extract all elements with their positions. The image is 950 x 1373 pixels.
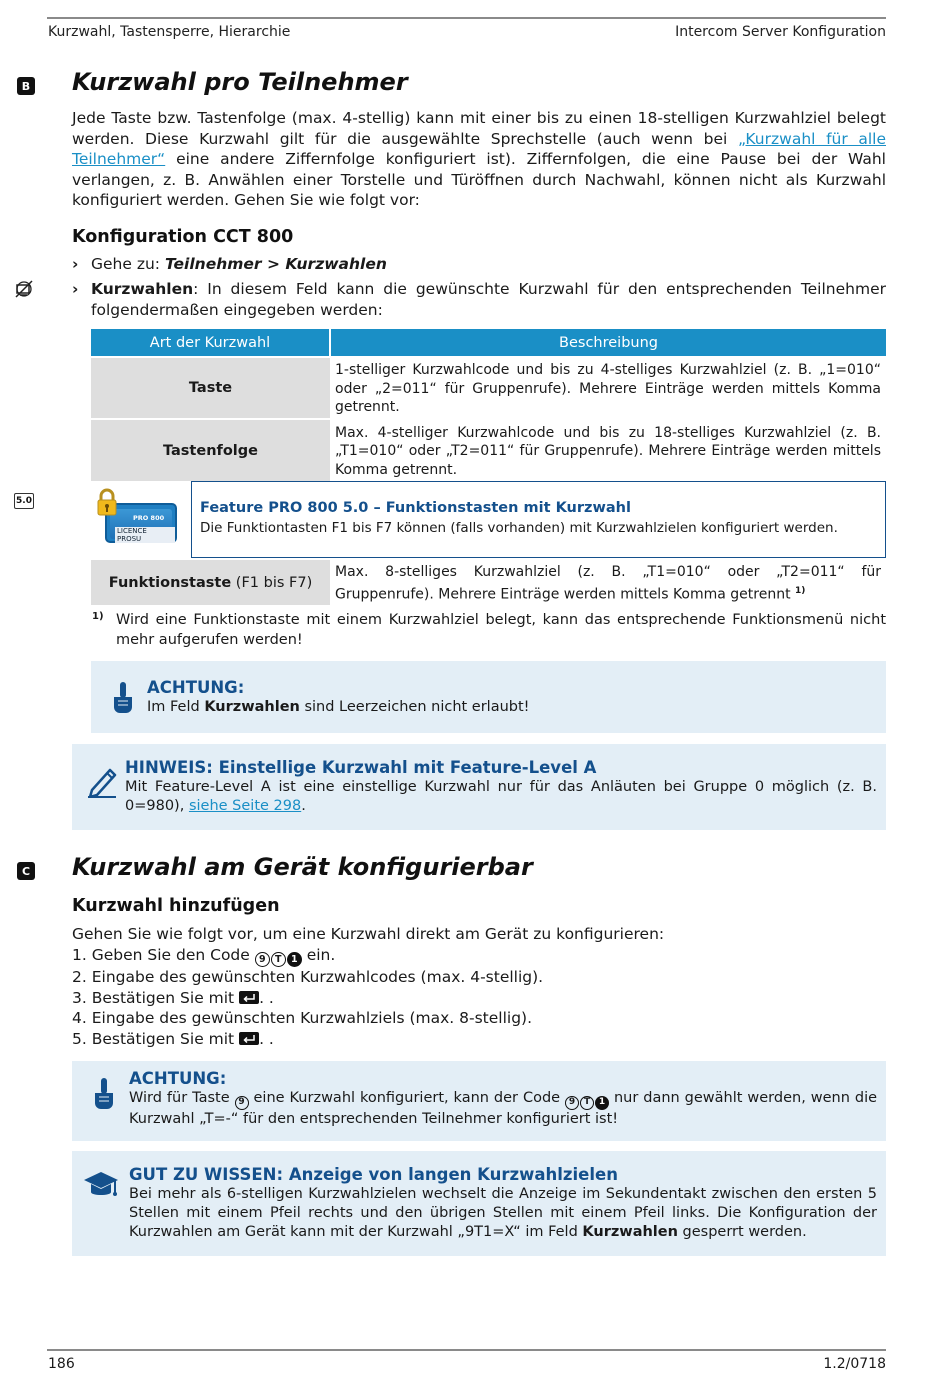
section-marker-c: C	[17, 862, 35, 880]
enter-key-icon	[239, 991, 259, 1004]
licence-badge: PRO 800 LICENCE PROSU	[105, 503, 177, 543]
list-item: 5. Bestätigen Sie mit . .	[72, 1029, 274, 1048]
link-seite-298[interactable]: siehe Seite 298	[188, 798, 302, 814]
footer-rule	[47, 1349, 886, 1351]
section-title-b: Kurzwahl pro Teilnehmer	[72, 68, 408, 96]
feature-text: Die Funktiontasten F1 bis F7 können (falls vorhanden) mit Kurzwahlzielen konfiguriert werden.	[200, 520, 838, 536]
footnote-text: Wird eine Funktionstaste mit einem Kurzwahlziel belegt, kann das entsprechende Funktionsmenü nicht mehr aufgerufen werden!	[116, 612, 886, 648]
section-marker-b: B	[17, 77, 35, 95]
steps-intro: Gehen Sie wie folgt vor, um eine Kurzwahl direkt am Gerät zu konfigurieren:	[72, 925, 665, 943]
header-rule	[47, 17, 886, 19]
pointing-hand-icon	[111, 681, 135, 715]
padlock-icon	[96, 488, 118, 516]
feature-title: Feature PRO 800 5.0 – Funktionstasten mit Kurzwahl	[200, 500, 631, 516]
achtung-box	[91, 661, 886, 733]
hinweis-box	[72, 744, 886, 830]
nav-path: Teilnehmer > Kurzwahlen	[164, 255, 387, 273]
key-t-icon: T	[271, 952, 286, 967]
achtung-c-title: ACHTUNG:	[129, 1069, 227, 1088]
chevron-right-icon: ›	[72, 255, 79, 273]
row-desc-funktionstaste: Max. 8-stelliges Kurzwahlziel (z. B. „T1=010“ oder „T2=011“ für Gruppenrufe). Mehrere Einträge werden mittels Komma getrennt $^{1)}$	[335, 564, 881, 603]
footnote-ref: 1)	[92, 611, 104, 622]
page-number: 186	[48, 1356, 75, 1372]
intro-paragraph: Jede Taste bzw. Tastenfolge (max. 4-stellig) kann mit einer bis zu einen 18-stelligen Kurzwahlziel belegt werden. Diese Kurzwahl gilt für die ausgewählte Sprechstelle (auch wenn bei „Kurzwahl für alle Teilnehmer“ eine andere Ziffernfolge konfiguriert ist). Ziffernfolgen, die eine Pause bei der Wahl verlangen, z. B. Anwählen einer Torstelle und Türöffnen durch Nachwahl, können nicht als Kurzwahl konfiguriert werden. Gehen Sie wie folgt vor:	[72, 109, 886, 209]
feature-pro800-box	[191, 481, 886, 558]
section-title-c: Kurzwahl am Gerät konfigurierbar	[72, 853, 533, 881]
gut-zu-wissen-box	[72, 1151, 886, 1256]
no-computer-icon	[14, 279, 34, 299]
step-kurzwahlen: › Kurzwahlen: In diesem Feld kann die gewünschte Kurzwahl für den entsprechenden Teilnehmer folgendermaßen eingegeben werden:	[72, 280, 886, 319]
step-goto: › Gehe zu: Teilnehmer > Kurzwahlen	[72, 255, 387, 273]
list-item: 2. Eingabe des gewünschten Kurzwahlcodes (max. 4-stellig).	[72, 968, 544, 987]
table-row	[91, 357, 886, 419]
key-9-icon: 9	[255, 952, 270, 967]
achtung-title: ACHTUNG:	[147, 678, 245, 697]
gut-zu-wissen-title: GUT ZU WISSEN: Anzeige von langen Kurzwahlzielen	[129, 1165, 618, 1184]
table-header-art: Art der Kurzwahl	[91, 329, 330, 357]
row-desc-taste: 1-stelliger Kurzwahlcode und bis zu 4-stelliges Kurzwahlziel (z. B. „1=010“ oder „2=011“ für Gruppenrufe). Mehrere Einträge werden mittels Komma getrennt.	[330, 357, 886, 419]
table-header-beschreibung: Beschreibung	[330, 329, 886, 357]
row-desc-tastenfolge: Max. 4-stelliger Kurzwahlcode und bis zu 18-stelliges Kurzwahlziel (z. B. „T1=010“ oder „T2=011“ für Gruppenrufe). Mehrere Einträge werden mittels Komma getrennt.	[330, 419, 886, 481]
achtung-c-text: Wird für Taste 9 eine Kurzwahl konfiguriert, kann der Code 9 T 1 nur dann gewählt werden, wenn die Kurzwahl „T=-“ für den entsprechenden Teilnehmer konfiguriert ist!	[129, 1090, 878, 1127]
list-item: 3. Bestätigen Sie mit . .	[72, 988, 274, 1007]
header-chapter: Kurzwahl, Tastensperre, Hierarchie	[48, 24, 291, 40]
key-9-icon: 9	[565, 1096, 579, 1110]
key-t-icon: T	[580, 1096, 594, 1110]
enter-key-icon	[239, 1032, 259, 1045]
kurzwahl-table-continued	[91, 560, 886, 605]
list-item: 4. Eingabe des gewünschten Kurzwahlziels (max. 8-stellig).	[72, 1009, 533, 1028]
row-type-funktionstaste: Funktionstaste (F1 bis F7)	[91, 560, 330, 605]
table-row	[91, 560, 886, 605]
key-1-icon: 1	[595, 1096, 609, 1110]
steps-list	[72, 924, 886, 1049]
chevron-right-icon: ›	[72, 280, 79, 298]
achtung-box-c	[72, 1061, 886, 1141]
key-1-icon: 1	[287, 952, 302, 967]
code-9t1-keys	[255, 952, 302, 967]
key-9-icon: 9	[235, 1096, 249, 1110]
header-manual-title: Intercom Server Konfiguration	[675, 24, 886, 40]
hinweis-title: HINWEIS: Einstellige Kurzwahl mit Feature-Level A	[125, 758, 597, 777]
hinweis-text: Mit Feature-Level A ist eine einstellige Kurzwahl nur für das Anläuten bei Gruppe 0 möglich (z. B. 0=980), siehe Seite 298.	[125, 779, 877, 814]
gut-zu-wissen-text: Bei mehr als 6-stelligen Kurzwahlzielen wechselt die Anzeige im Sekundentakt zwischen den ersten 5 Stellen mit einem Pfeil rechts und den übrigen Stellen mit einem Pfeil links. Die Konfiguration der Kurzwahlen am Gerät kann mit der Kurzwahl „9T1=X“ im Feld Kurzwahlen gesperrt werden.	[129, 1186, 877, 1240]
subtitle-kurzwahl-hinzufuegen: Kurzwahl hinzufügen	[72, 896, 280, 916]
pencil-icon	[86, 764, 118, 798]
link-kurzwahl-alle[interactable]: „Kurzwahl für alle Teilnehmer“	[72, 129, 886, 168]
row-type-taste: Taste	[91, 357, 330, 419]
table-row	[91, 419, 886, 481]
kurzwahl-table	[91, 329, 886, 481]
achtung-text: Im Feld Kurzwahlen sind Leerzeichen nicht erlaubt!	[147, 699, 530, 715]
code-9t1-keys	[565, 1096, 609, 1110]
graduation-cap-icon	[82, 1169, 120, 1201]
pointing-hand-icon	[92, 1077, 116, 1111]
list-item: 1. Geben Sie den Code 9 T 1 ein.	[72, 945, 886, 968]
document-version: 1.2/0718	[823, 1356, 886, 1372]
subtitle-cct800: Konfiguration CCT 800	[72, 227, 294, 247]
feature-level-marker: 5.0	[14, 493, 34, 509]
row-type-tastenfolge: Tastenfolge	[91, 419, 330, 481]
